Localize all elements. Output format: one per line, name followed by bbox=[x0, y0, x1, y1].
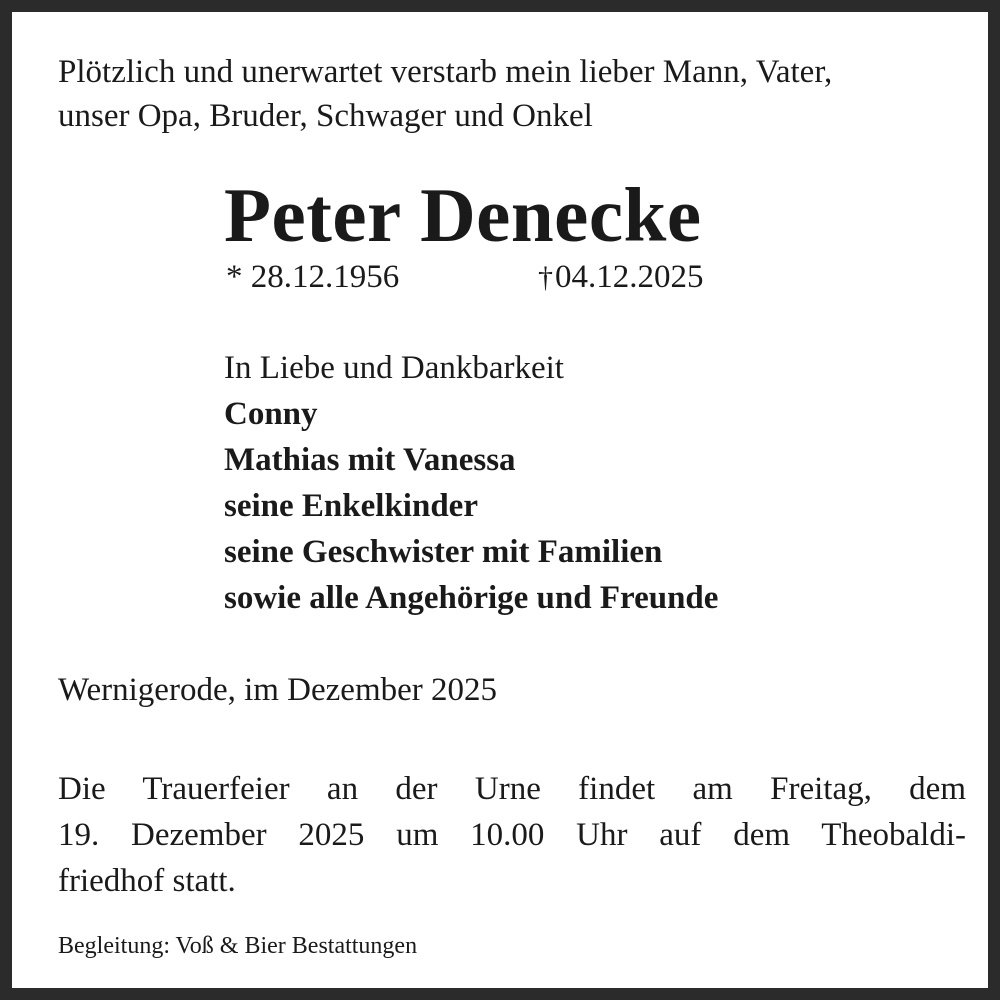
deceased-name: Peter Denecke bbox=[224, 172, 702, 258]
mourner-name: Mathias mit Vanessa bbox=[224, 442, 516, 478]
mourner-name: sowie alle Angehörige und Freunde bbox=[224, 580, 719, 616]
funeral-notice-line: friedhof statt. bbox=[58, 863, 236, 899]
funeral-notice-line: Die Trauerfeier an der Urne findet am Freitag, dem bbox=[58, 771, 966, 807]
funeral-notice bbox=[58, 766, 966, 904]
intro-line-2: unser Opa, Bruder, Schwager und Onkel bbox=[58, 98, 593, 134]
death-date: 04.12.2025 bbox=[555, 259, 704, 295]
cross-icon: † bbox=[538, 261, 553, 294]
death-date-group bbox=[538, 261, 704, 294]
mourner-name: seine Geschwister mit Familien bbox=[224, 534, 663, 570]
place-and-date: Wernigerode, im Dezember 2025 bbox=[58, 672, 498, 708]
birth-date: * 28.12.1956 bbox=[226, 259, 400, 295]
funeral-home-credit: Begleitung: Voß & Bier Bestattungen bbox=[58, 933, 418, 959]
mourner-name: seine Enkelkinder bbox=[224, 488, 478, 524]
funeral-notice-line: 19. Dezember 2025 um 10.00 Uhr auf dem Theobaldi- bbox=[58, 817, 966, 853]
mourners-intro: In Liebe und Dankbarkeit bbox=[224, 350, 564, 386]
mourner-name: Conny bbox=[224, 396, 318, 432]
intro-line-1: Plötzlich und unerwartet verstarb mein lieber Mann, Vater, bbox=[58, 54, 833, 90]
